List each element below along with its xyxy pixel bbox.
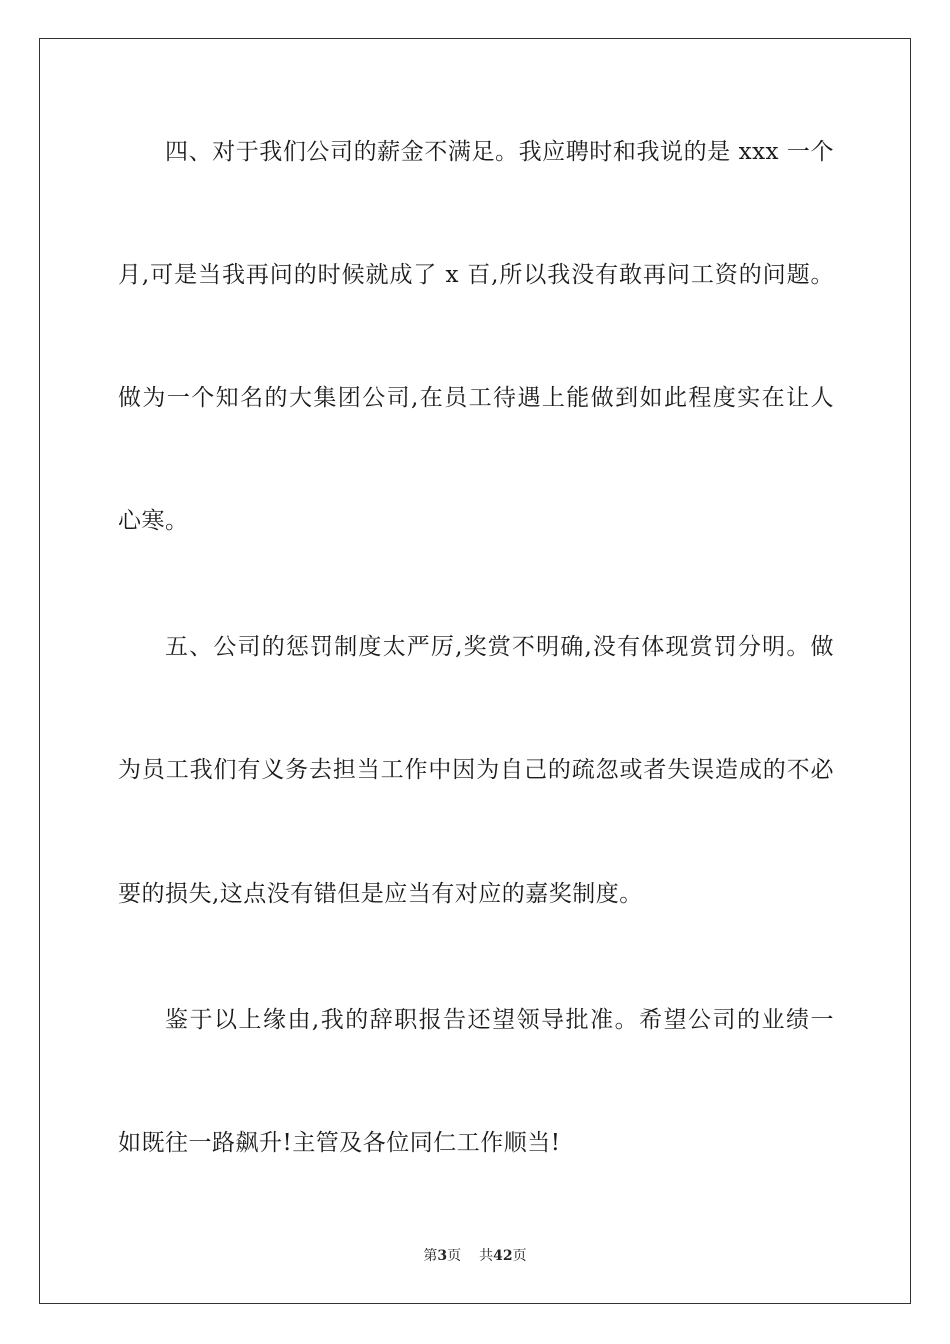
page-number: 3 <box>437 1248 448 1264</box>
page-prefix: 第 <box>423 1248 438 1264</box>
paragraph-4-line-1: 四、对于我们公司的薪金不满足。我应聘时和我说的是 xxx 一个 <box>165 139 834 165</box>
paragraph-6-line-2: 如既往一路飙升!主管及各位同仁工作顺当! <box>118 1130 561 1156</box>
page-border <box>39 38 911 1304</box>
page-footer <box>0 1245 950 1265</box>
page-suffix: 页 <box>447 1248 462 1264</box>
total-prefix: 共 <box>479 1248 494 1264</box>
paragraph-5-line-2: 为员工我们有义务去担当工作中因为自己的疏忽或者失误造成的不必 <box>118 757 834 783</box>
paragraph-6-line-1: 鉴于以上缘由,我的辞职报告还望领导批准。希望公司的业绩一 <box>165 1007 834 1033</box>
paragraph-4-line-4: 心寒。 <box>118 508 189 534</box>
paragraph-4-line-3: 做为一个知名的大集团公司,在员工待遇上能做到如此程度实在让人 <box>118 385 834 411</box>
paragraph-5-line-1: 五、公司的惩罚制度太严厉,奖赏不明确,没有体现赏罚分明。做 <box>165 634 834 660</box>
total-suffix: 页 <box>512 1248 527 1264</box>
paragraph-4-line-2: 月,可是当我再问的时候就成了 x 百,所以我没有敢再问工资的问题。 <box>118 262 834 288</box>
total-pages: 42 <box>493 1248 513 1264</box>
paragraph-5-line-3: 要的损失,这点没有错但是应当有对应的嘉奖制度。 <box>118 881 643 907</box>
